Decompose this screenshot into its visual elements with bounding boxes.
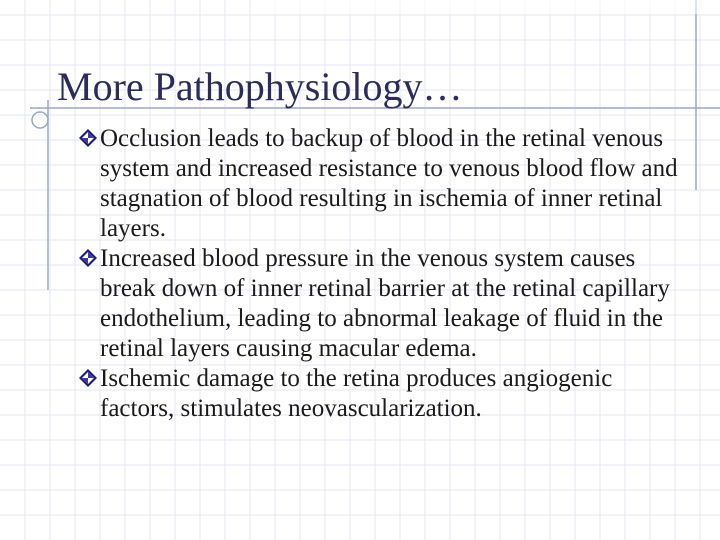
diamond-bullet-icon xyxy=(78,128,98,148)
bullet-text: Increased blood pressure in the venous system causes break down of inner retinal barrier at the retinal capillary endothelium, leading to abnormal leakage of fluid in the retinal layers causing macular edema. xyxy=(100,245,670,362)
bullet-item xyxy=(78,124,678,244)
bullet-list xyxy=(78,124,678,424)
diamond-bullet-icon xyxy=(78,248,98,268)
bullet-text: Ischemic damage to the retina produces angiogenic factors, stimulates neovascularization. xyxy=(100,365,613,422)
slide-title: More Pathophysiology… xyxy=(57,64,463,109)
bullet-item xyxy=(78,244,678,364)
diamond-bullet-icon xyxy=(78,368,98,388)
bullet-text: Occlusion leads to backup of blood in the retinal venous system and increased resistance to venous blood flow and stagnation of blood resulting in ischemia of inner retinal layers. xyxy=(100,125,678,242)
bullet-item xyxy=(78,364,678,424)
